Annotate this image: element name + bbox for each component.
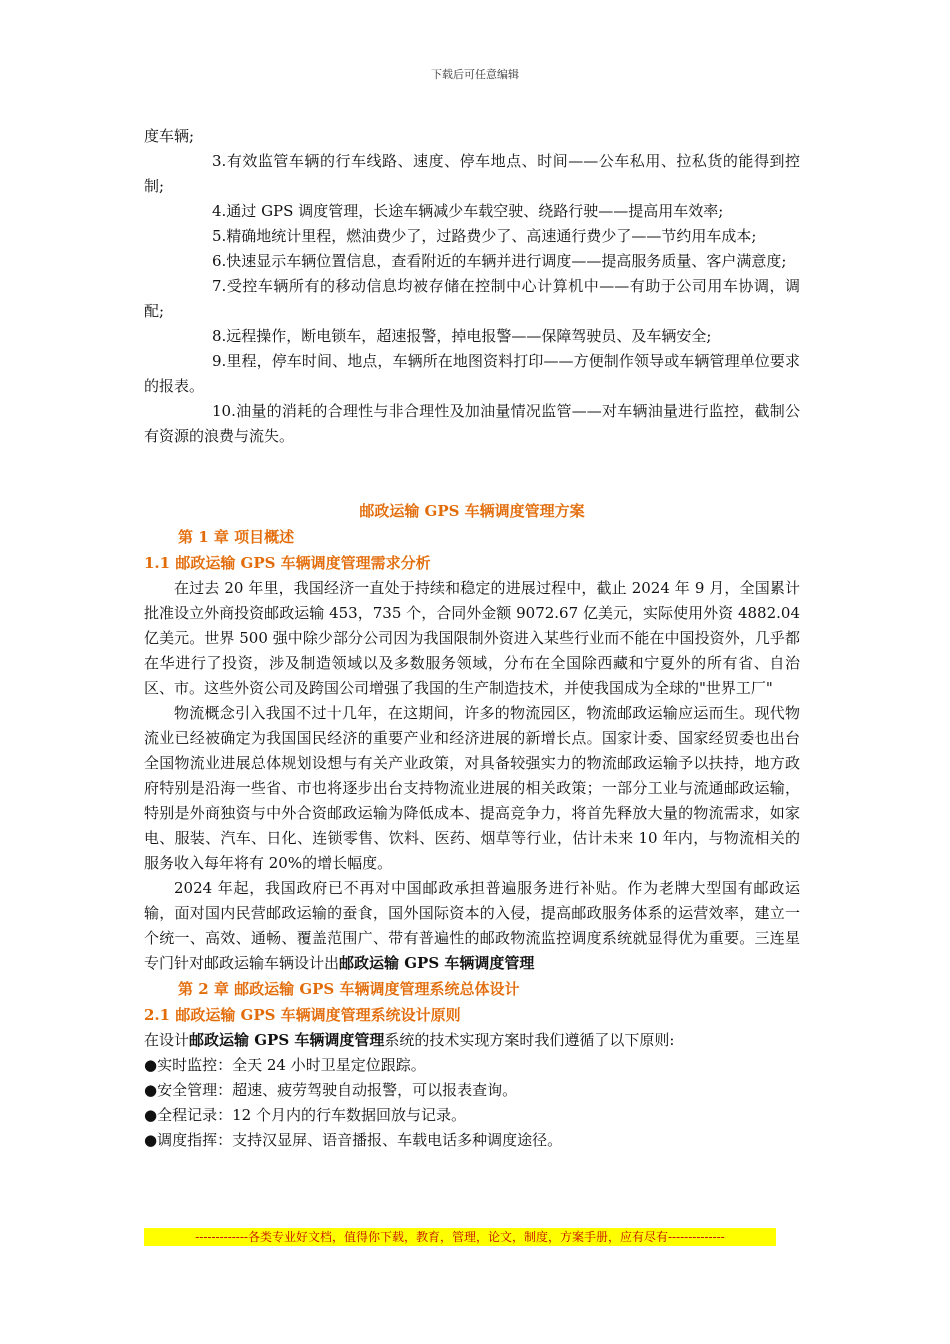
- body-paragraph: [144, 876, 800, 976]
- bullet-item: ●安全管理：超速、疲劳驾驶自动报警，可以报表查询。: [144, 1081, 518, 1099]
- bold-term: 邮政运输 GPS 车辆调度管理: [339, 954, 535, 972]
- principle-text-post: 系统的技术实现方案时我们遵循了以下原则:: [384, 1031, 675, 1049]
- body-paragraph: 在过去 20 年里，我国经济一直处于持续和稳定的进展过程中，截止 2024 年 9 月，全国累计批准设立外商投资邮政运输 453，735 个，合同外金额 9072.67 亿美元，实际使用外资 4882.04 亿美元。世界 500 强中除少部分公司因为我国限制外资进入某些行业而不能在中国投资外，几乎都在华进行了投资，涉及制造领域以及多数服务领域，分布在全国除西藏和宁夏外的所有省、自治区、市。这些外资公司及跨国公司增强了我国的生产制造技术，并使我国成为全球的"世界工厂": [144, 579, 800, 697]
- body-paragraph: 物流概念引入我国不过十几年，在这期间，许多的物流园区，物流邮政运输应运而生。现代物流业已经被确定为我国国民经济的重要产业和经济进展的新增长点。国家计委、国家经贸委也出台全国物流业进展总体规划设想与有关产业政策，对具备较强实力的物流邮政运输予以扶持，地方政府特别是沿海一些省、市也将逐步出台支持物流业进展的相关政策；一部分工业与流通邮政运输，特别是外商独资与中外合资邮政运输为降低成本、提高竞争力，将首先释放大量的物流需求，如家电、服装、汽车、日化、连锁零售、饮料、医药、烟草等行业，估计未来 10 年内，与物流相关的服务收入每年将有 20%的增长幅度。: [144, 704, 800, 872]
- bold-term: 邮政运输 GPS 车辆调度管理: [189, 1031, 385, 1049]
- chapter-heading: 第 2 章 邮政运输 GPS 车辆调度管理系统总体设计: [178, 980, 520, 998]
- list-item: 7.受控车辆所有的移动信息均被存储在控制中心计算机中——有助于公司用车协调，调配;: [144, 277, 800, 320]
- list-intro: 度车辆;: [144, 127, 195, 145]
- document-body: [144, 124, 800, 1153]
- bullet-item: ●实时监控：全天 24 小时卫星定位跟踪。: [144, 1056, 426, 1074]
- page-header: 下载后可任意编辑: [431, 68, 519, 81]
- section-heading: 1.1 邮政运输 GPS 车辆调度管理需求分析: [144, 554, 431, 572]
- bullet-item: ●全程记录：12 个月内的行车数据回放与记录。: [144, 1106, 466, 1124]
- list-item: 4.通过 GPS 调度管理，长途车辆减少车载空驶、绕路行驶——提高用车效率;: [212, 202, 724, 220]
- bullet-item: ●调度指挥：支持汉显屏、语音播报、车载电话多种调度途径。: [144, 1131, 563, 1149]
- principle-text-pre: 在设计: [144, 1031, 190, 1049]
- list-item: 5.精确地统计里程，燃油费少了，过路费少了、高速通行费少了——节约用车成本;: [212, 227, 757, 245]
- list-item: 6.快速显示车辆位置信息，查看附近的车辆并进行调度——提高服务质量、客户满意度;: [212, 252, 787, 270]
- principle-intro: [144, 1028, 800, 1053]
- list-item: 8.远程操作，断电锁车，超速报警，掉电报警——保障驾驶员、及车辆安全;: [212, 327, 712, 345]
- list-item: 3.有效监管车辆的行车线路、速度、停车地点、时间——公车私用、拉私货的能得到控制;: [144, 152, 800, 195]
- spacer: [144, 449, 800, 499]
- list-item: 10.油量的消耗的合理性与非合理性及加油量情况监管——对车辆油量进行监控，截制公有资源的浪费与流失。: [144, 402, 800, 445]
- paragraph-text: 2024 年起，我国政府已不再对中国邮政承担普遍服务进行补贴。作为老牌大型国有邮政运输，面对国内民营邮政运输的蚕食，国外国际资本的入侵，提高邮政服务体系的运营效率，建立一个统一、高效、通畅、覆盖范围广、带有普遍性的邮政物流监控调度系统就显得优为重要。三连星专门针对邮政运输车辆设计出: [144, 879, 800, 972]
- chapter-heading: 第 1 章 项目概述: [178, 528, 295, 546]
- document-title: 邮政运输 GPS 车辆调度管理方案: [359, 502, 585, 520]
- footer-banner: -------------各类专业好文档，值得你下载，教育，管理，论文，制度，方案手册，应有尽有--------------: [144, 1228, 776, 1246]
- list-item: 9.里程，停车时间、地点，车辆所在地图资料打印——方便制作领导或车辆管理单位要求的报表。: [144, 352, 800, 395]
- section-heading: 2.1 邮政运输 GPS 车辆调度管理系统设计原则: [144, 1006, 461, 1024]
